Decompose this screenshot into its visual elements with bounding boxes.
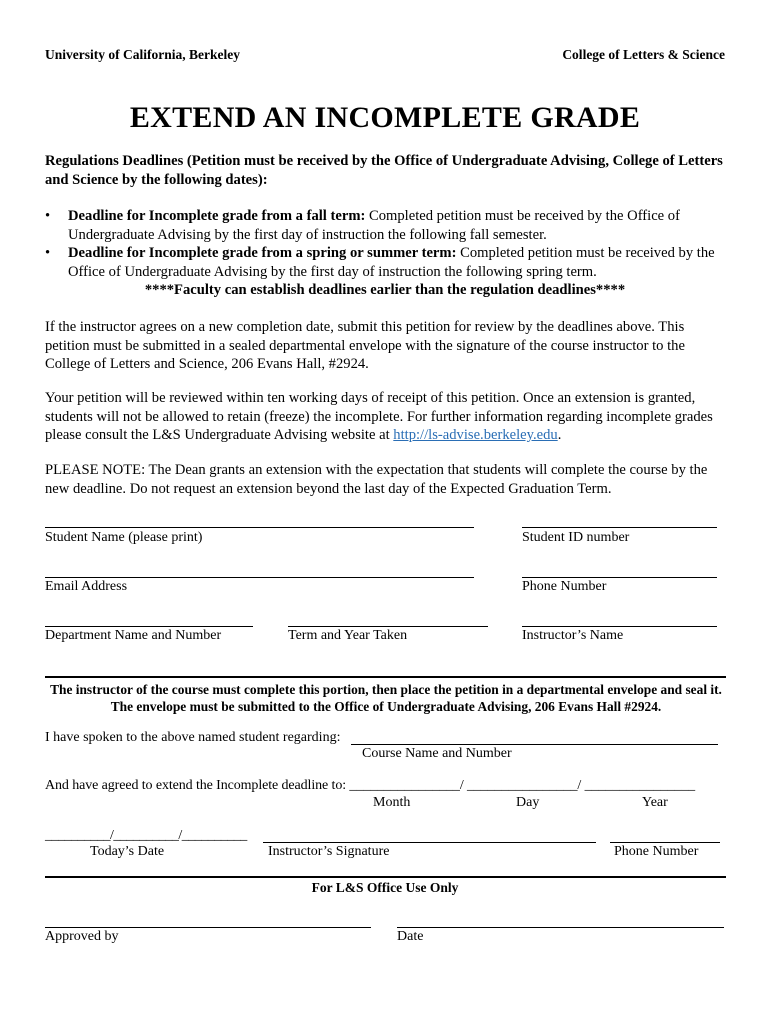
- todays-date-field[interactable]: __________/__________/__________: [45, 828, 247, 843]
- fall-deadline-text: Completed petition must be received by the Office of Undergraduate Advising by the first day of instruction the following fall semester.: [68, 208, 680, 243]
- email-field[interactable]: [45, 577, 474, 578]
- student-id-label: Student ID number: [522, 530, 630, 545]
- advising-website-link[interactable]: http://ls-advise.berkeley.edu: [393, 427, 558, 443]
- email-label: Email Address: [45, 579, 128, 594]
- student-id-field[interactable]: [522, 527, 717, 528]
- office-date-field[interactable]: [397, 927, 724, 928]
- instructor-name-field[interactable]: [522, 626, 717, 627]
- phone-field[interactable]: [522, 577, 717, 578]
- regulations-intro: Regulations Deadlines (Petition must be received by the Office of Undergraduate Advising, College of Letters and Science by the following dates):: [45, 153, 723, 188]
- college-name: College of Letters & Science: [562, 47, 725, 62]
- deadline-list: [45, 207, 725, 300]
- section-divider: [45, 676, 726, 678]
- student-name-label: Student Name (please print): [45, 530, 203, 545]
- approved-by-field[interactable]: [45, 927, 371, 928]
- bullet-icon: •: [45, 208, 51, 224]
- faculty-note: ****Faculty can establish deadlines earlier than the regulation deadlines****: [144, 282, 626, 298]
- todays-date-label: Today’s Date: [90, 844, 165, 859]
- phone-label: Phone Number: [522, 579, 607, 594]
- instructor-name-label: Instructor’s Name: [522, 628, 624, 643]
- office-date-label: Date: [397, 929, 424, 944]
- instructor-instructions: The instructor of the course must complete this portion, then place the petition in a departmental envelope and seal it. The envelope must be submitted to the Office of Undergraduate Advising, 206 Evans Hall #2924.: [50, 682, 722, 714]
- term-label: Term and Year Taken: [288, 628, 408, 643]
- department-field[interactable]: [45, 626, 253, 627]
- please-note-paragraph: PLEASE NOTE: The Dean grants an extension with the expectation that students will complete the course by the new deadline. Do not request an extension beyond the last day of the Expected Graduation Term.: [45, 462, 708, 497]
- spring-deadline-text: Completed petition must be received by the Office of Undergraduate Advising by the first day of instruction the following spring term.: [68, 245, 715, 280]
- bullet-icon: •: [45, 245, 51, 261]
- review-paragraph: [45, 389, 727, 445]
- spoken-label: I have spoken to the above named student regarding:: [45, 730, 341, 745]
- course-name-field[interactable]: [351, 744, 718, 745]
- office-divider: [45, 876, 726, 878]
- review-text: Your petition will be reviewed within ten working days of receipt of this petition. Once an extension is granted, students will not be allowed to retain (freeze) the incomplete. For further information regarding incomplete grades please consult the L&S Undergraduate Advising website at: [45, 390, 713, 443]
- review-text-end: .: [557, 427, 562, 443]
- agreed-extend-label[interactable]: And have agreed to extend the Incomplete deadline to: ________________/ ________________/ ________________: [45, 778, 696, 793]
- course-name-label: Course Name and Number: [362, 746, 512, 761]
- instructor-signature-field[interactable]: [263, 842, 596, 843]
- department-label: Department Name and Number: [45, 628, 222, 643]
- instructor-signature-label: Instructor’s Signature: [268, 844, 390, 859]
- university-name: University of California, Berkeley: [45, 47, 240, 62]
- term-field[interactable]: [288, 626, 488, 627]
- instructor-phone-field[interactable]: [610, 842, 720, 843]
- month-label: Month: [373, 795, 411, 810]
- approved-by-label: Approved by: [45, 929, 119, 944]
- student-name-field[interactable]: [45, 527, 474, 528]
- fall-deadline-heading: Deadline for Incomplete grade from a fall term:: [68, 208, 366, 224]
- list-item: [45, 244, 725, 281]
- list-item: [45, 207, 725, 244]
- year-label: Year: [642, 795, 668, 810]
- day-label: Day: [516, 795, 540, 810]
- spring-deadline-heading: Deadline for Incomplete grade from a spring or summer term:: [68, 245, 457, 261]
- submission-paragraph: If the instructor agrees on a new completion date, submit this petition for review by the deadlines above. This petition must be submitted in a sealed departmental envelope with the signature of the course instructor to the College of Letters and Science, 206 Evans Hall, #2924.: [45, 319, 685, 372]
- office-use-title: For L&S Office Use Only: [311, 880, 459, 895]
- instructor-phone-label: Phone Number: [614, 844, 699, 859]
- page-title: EXTEND AN INCOMPLETE GRADE: [129, 101, 641, 134]
